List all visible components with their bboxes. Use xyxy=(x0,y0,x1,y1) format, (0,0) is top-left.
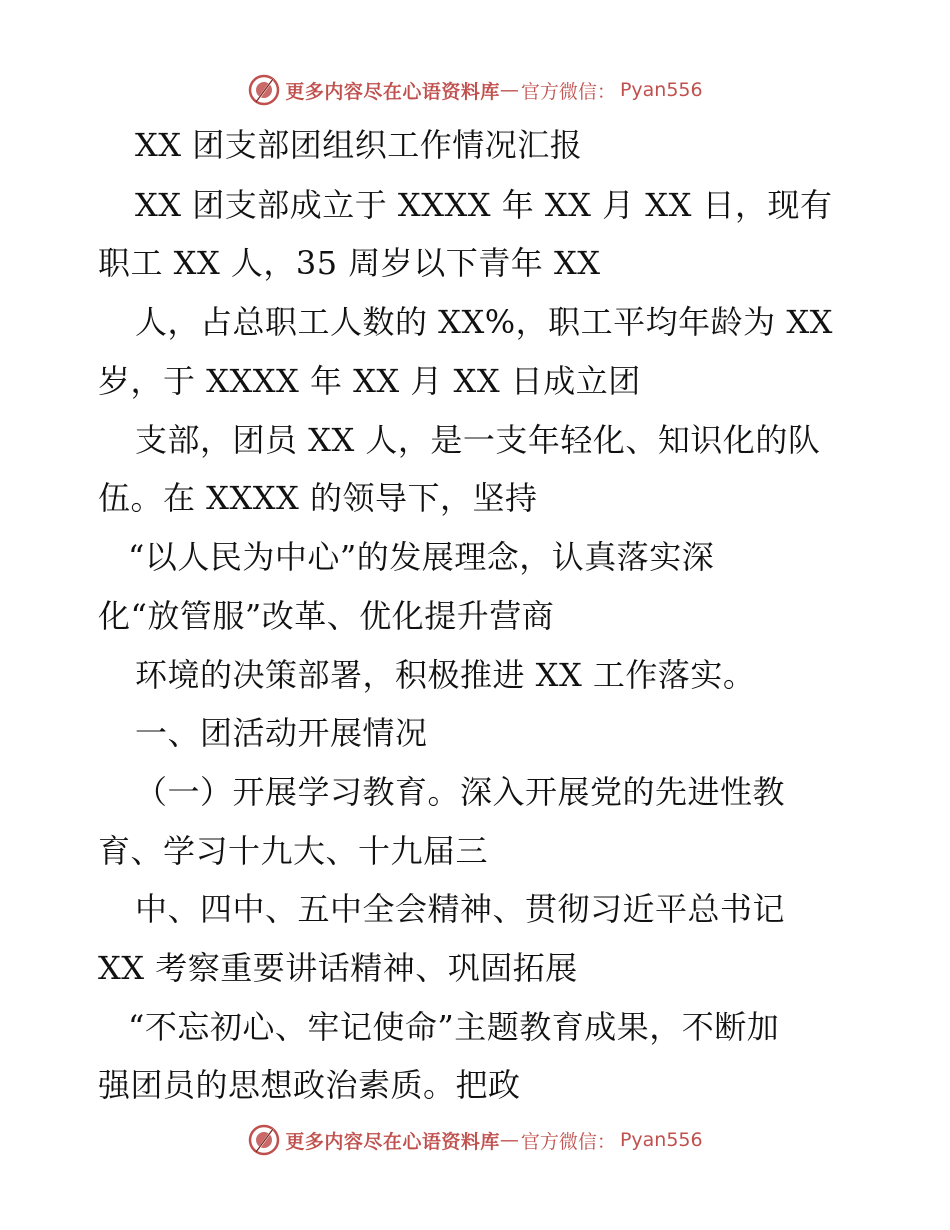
paragraph-line: XX 团支部成立于 XXXX 年 XX 月 XX 日，现有 xyxy=(135,186,833,224)
watermark-title: 更多内容尽在心语资料库 xyxy=(285,80,500,103)
watermark-title: 更多内容尽在心语资料库 xyxy=(285,1130,500,1153)
watermark-banner-bottom xyxy=(0,1120,950,1160)
paragraph-line: 环境的决策部署，积极推进 XX 工作落实。 xyxy=(135,656,756,694)
paragraph-line: 强团员的思想政治素质。把政 xyxy=(98,1066,521,1104)
watermark-label: 官方微信： xyxy=(520,1130,616,1153)
quill-pen-logo-icon xyxy=(247,73,281,107)
watermark-label: 官方微信： xyxy=(520,80,616,103)
paragraph-line: 伍。在 XXXX 的领导下，坚持 xyxy=(98,479,538,517)
watermark-handle: Pyan556 xyxy=(619,1129,703,1151)
paragraph-line: XX 考察重要讲话精神、巩固拓展 xyxy=(98,949,578,987)
paragraph-line: （一）开展学习教育。深入开展党的先进性教 xyxy=(135,773,786,811)
watermark-handle: Pyan556 xyxy=(619,79,703,101)
watermark-banner-top xyxy=(0,70,950,110)
paragraph-line: “不忘初心、牢记使命”主题教育成果，不断加 xyxy=(128,1008,780,1046)
paragraph-line: 中、四中、五中全会精神、贯彻习近平总书记 xyxy=(135,890,786,928)
paragraph-line: 人，占总职工人数的 XX%，职工平均年龄为 XX xyxy=(135,303,833,341)
paragraph-line: 化“放管服”改革、优化提升营商 xyxy=(98,597,555,635)
quill-pen-logo-icon xyxy=(247,1123,281,1157)
paragraph-line: 职工 XX 人，35 周岁以下青年 XX xyxy=(98,244,601,282)
paragraph-line: 育、学习十九大、十九届三 xyxy=(98,832,489,870)
document-title: XX 团支部团组织工作情况汇报 xyxy=(135,126,583,164)
section-heading: 一、团活动开展情况 xyxy=(135,714,428,752)
paragraph-line: 支部，团员 XX 人，是一支年轻化、知识化的队 xyxy=(135,421,821,459)
watermark-dash: — xyxy=(499,1129,519,1151)
watermark-dash: — xyxy=(499,79,519,101)
paragraph-line: 岁，于 XXXX 年 XX 月 XX 日成立团 xyxy=(98,362,641,400)
paragraph-line: “以人民为中心”的发展理念，认真落实深 xyxy=(128,538,715,576)
